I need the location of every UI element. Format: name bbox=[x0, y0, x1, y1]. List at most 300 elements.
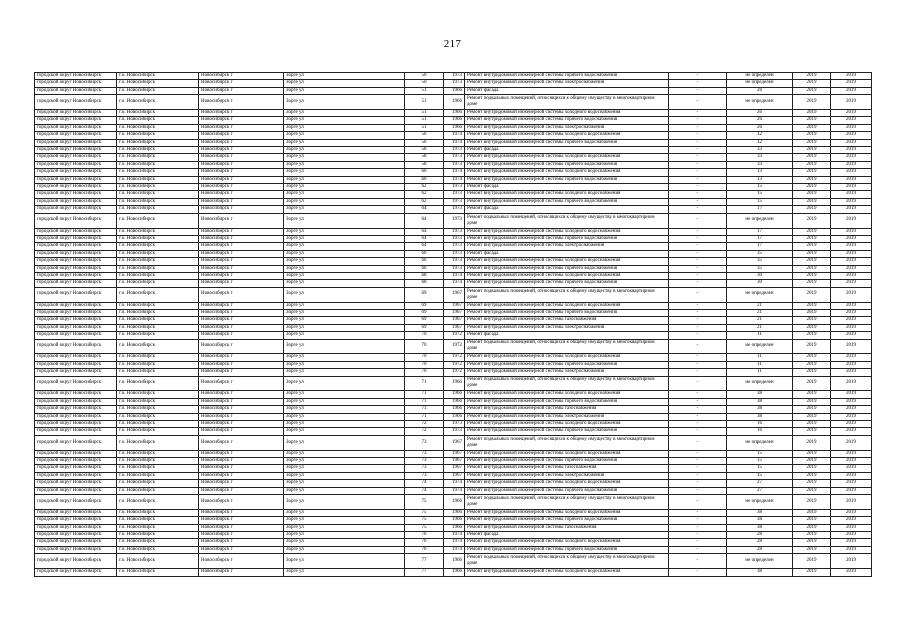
table-row bbox=[35, 309, 872, 316]
cell-work-volume: - bbox=[669, 198, 727, 205]
table-row bbox=[35, 524, 872, 531]
cell-municipality: городской округ Новосибирск bbox=[35, 280, 117, 287]
cell-municipality: городской округ Новосибирск bbox=[35, 258, 117, 265]
cell-house-number: 66 bbox=[405, 258, 444, 265]
cell-municipality: городской округ Новосибирск bbox=[35, 73, 117, 80]
cell-settlement: г.о. Новосибирск bbox=[117, 361, 199, 368]
cell-plan-start-year: 2019 bbox=[793, 465, 831, 472]
cell-street: Зорге ул bbox=[284, 206, 405, 213]
table-row bbox=[35, 117, 872, 124]
cell-city: Новосибирск г bbox=[199, 228, 284, 235]
cell-work-type: Ремонт внутридомовой инженерной системы горячего водоснабжения bbox=[465, 117, 669, 124]
cell-house-number: 51 bbox=[405, 124, 444, 131]
cell-work-volume: - bbox=[669, 487, 727, 494]
table-row bbox=[35, 302, 872, 309]
cell-house-number: 64 bbox=[405, 243, 444, 250]
cell-municipality: городской округ Новосибирск bbox=[35, 539, 117, 546]
cell-work-type: Ремонт внутридомовой инженерной системы газоснабжения bbox=[465, 317, 669, 324]
cell-work-type: Ремонт подвальных помещений, относящихся к общему имуществу в многоквартирном доме bbox=[465, 376, 669, 391]
cell-plan-start-year: 2019 bbox=[793, 154, 831, 161]
cell-plan-start-year: 2019 bbox=[793, 191, 831, 198]
cell-plan-start-year: 2019 bbox=[793, 324, 831, 331]
cell-plan-end-year: 2019 bbox=[831, 413, 872, 420]
cell-floors-count: не определен bbox=[727, 287, 793, 302]
cell-floors-count: 38 bbox=[727, 398, 793, 405]
cell-plan-start-year: 2019 bbox=[793, 117, 831, 124]
cell-municipality: городской округ Новосибирск bbox=[35, 191, 117, 198]
cell-street: Зорге ул bbox=[284, 480, 405, 487]
cell-work-volume: - bbox=[669, 169, 727, 176]
cell-city: Новосибирск г bbox=[199, 435, 284, 450]
cell-build-year: 1973 bbox=[444, 235, 465, 242]
cell-street: Зорге ул bbox=[284, 458, 405, 465]
cell-floors-count: 27 bbox=[727, 480, 793, 487]
cell-work-type: Ремонт внутридомовой инженерной системы газоснабжения bbox=[465, 406, 669, 413]
cell-municipality: городской округ Новосибирск bbox=[35, 176, 117, 183]
cell-settlement: г.о. Новосибирск bbox=[117, 169, 199, 176]
cell-settlement: г.о. Новосибирск bbox=[117, 413, 199, 420]
cell-city: Новосибирск г bbox=[199, 87, 284, 94]
cell-street: Зорге ул bbox=[284, 280, 405, 287]
cell-work-volume: - bbox=[669, 332, 727, 339]
cell-municipality: городской округ Новосибирск bbox=[35, 524, 117, 531]
cell-house-number: 62 bbox=[405, 184, 444, 191]
cell-settlement: г.о. Новосибирск bbox=[117, 554, 199, 569]
cell-work-type: Ремонт внутридомовой инженерной системы электроснабжения bbox=[465, 413, 669, 420]
cell-municipality: городской округ Новосибирск bbox=[35, 421, 117, 428]
cell-city: Новосибирск г bbox=[199, 487, 284, 494]
cell-city: Новосибирск г bbox=[199, 287, 284, 302]
cell-street: Зорге ул bbox=[284, 546, 405, 553]
cell-house-number: 51 bbox=[405, 95, 444, 110]
cell-city: Новосибирск г bbox=[199, 495, 284, 510]
cell-work-volume: - bbox=[669, 480, 727, 487]
cell-street: Зорге ул bbox=[284, 421, 405, 428]
cell-plan-start-year: 2019 bbox=[793, 110, 831, 117]
cell-house-number: 72 bbox=[405, 421, 444, 428]
cell-work-volume: - bbox=[669, 495, 727, 510]
cell-city: Новосибирск г bbox=[199, 280, 284, 287]
cell-work-type: Ремонт внутридомовой инженерной системы холодного водоснабжения bbox=[465, 421, 669, 428]
table-row bbox=[35, 191, 872, 198]
cell-settlement: г.о. Новосибирск bbox=[117, 95, 199, 110]
cell-work-volume: - bbox=[669, 524, 727, 531]
cell-settlement: г.о. Новосибирск bbox=[117, 324, 199, 331]
cell-plan-start-year: 2019 bbox=[793, 487, 831, 494]
cell-house-number: 69 bbox=[405, 302, 444, 309]
table-row bbox=[35, 458, 872, 465]
cell-house-number: 56 bbox=[405, 132, 444, 139]
cell-municipality: городской округ Новосибирск bbox=[35, 369, 117, 376]
cell-settlement: г.о. Новосибирск bbox=[117, 87, 199, 94]
table-row bbox=[35, 546, 872, 553]
cell-plan-start-year: 2019 bbox=[793, 532, 831, 539]
cell-plan-end-year: 2019 bbox=[831, 206, 872, 213]
cell-street: Зорге ул bbox=[284, 398, 405, 405]
cell-city: Новосибирск г bbox=[199, 472, 284, 479]
cell-work-volume: - bbox=[669, 250, 727, 257]
cell-plan-end-year: 2019 bbox=[831, 428, 872, 435]
cell-build-year: 1974 bbox=[444, 176, 465, 183]
cell-plan-end-year: 2019 bbox=[831, 517, 872, 524]
cell-build-year: 1967 bbox=[444, 435, 465, 450]
cell-plan-start-year: 2019 bbox=[793, 176, 831, 183]
cell-street: Зорге ул bbox=[284, 509, 405, 516]
cell-plan-end-year: 2019 bbox=[831, 272, 872, 279]
cell-work-type: Ремонт внутридомовой инженерной системы холодного водоснабжения bbox=[465, 539, 669, 546]
table-row bbox=[35, 398, 872, 405]
cell-municipality: городской округ Новосибирск bbox=[35, 435, 117, 450]
cell-settlement: г.о. Новосибирск bbox=[117, 309, 199, 316]
table-row bbox=[35, 132, 872, 139]
cell-municipality: городской округ Новосибирск bbox=[35, 480, 117, 487]
cell-floors-count: 16 bbox=[727, 428, 793, 435]
cell-build-year: 1973 bbox=[444, 421, 465, 428]
cell-street: Зорге ул bbox=[284, 354, 405, 361]
cell-plan-end-year: 2019 bbox=[831, 265, 872, 272]
cell-work-type: Ремонт внутридомовой инженерной системы холодного водоснабжения bbox=[465, 258, 669, 265]
page-number: 217 bbox=[443, 38, 462, 50]
cell-work-volume: - bbox=[669, 398, 727, 405]
cell-city: Новосибирск г bbox=[199, 376, 284, 391]
cell-build-year: 1966 bbox=[444, 391, 465, 398]
table-row bbox=[35, 80, 872, 87]
cell-plan-end-year: 2019 bbox=[831, 406, 872, 413]
cell-street: Зорге ул bbox=[284, 258, 405, 265]
cell-work-type: Ремонт внутридомовой инженерной системы горячего водоснабжения bbox=[465, 73, 669, 80]
cell-build-year: 1974 bbox=[444, 132, 465, 139]
cell-floors-count: 12 bbox=[727, 132, 793, 139]
table-row bbox=[35, 324, 872, 331]
cell-work-volume: - bbox=[669, 450, 727, 457]
cell-work-type: Ремонт внутридомовой инженерной системы газоснабжения bbox=[465, 465, 669, 472]
cell-floors-count: 15 bbox=[727, 191, 793, 198]
cell-floors-count: не определен bbox=[727, 80, 793, 87]
table-row bbox=[35, 361, 872, 368]
cell-floors-count: не определен bbox=[727, 95, 793, 110]
cell-plan-start-year: 2019 bbox=[793, 302, 831, 309]
cell-municipality: городской округ Новосибирск bbox=[35, 554, 117, 569]
cell-work-type: Ремонт фасада bbox=[465, 206, 669, 213]
table-row bbox=[35, 391, 872, 398]
table-row bbox=[35, 406, 872, 413]
cell-work-type: Ремонт фасада bbox=[465, 332, 669, 339]
cell-floors-count: 28 bbox=[727, 532, 793, 539]
cell-plan-end-year: 2019 bbox=[831, 421, 872, 428]
cell-floors-count: 38 bbox=[727, 413, 793, 420]
table-row bbox=[35, 539, 872, 546]
cell-municipality: городской округ Новосибирск bbox=[35, 332, 117, 339]
cell-floors-count: 38 bbox=[727, 406, 793, 413]
cell-settlement: г.о. Новосибирск bbox=[117, 354, 199, 361]
cell-build-year: 1966 bbox=[444, 110, 465, 117]
cell-municipality: городской округ Новосибирск bbox=[35, 361, 117, 368]
table-row bbox=[35, 287, 872, 302]
cell-plan-end-year: 2019 bbox=[831, 554, 872, 569]
table-row bbox=[35, 354, 872, 361]
cell-plan-start-year: 2019 bbox=[793, 87, 831, 94]
cell-municipality: городской округ Новосибирск bbox=[35, 110, 117, 117]
cell-municipality: городской округ Новосибирск bbox=[35, 80, 117, 87]
cell-settlement: г.о. Новосибирск bbox=[117, 280, 199, 287]
table-row bbox=[35, 421, 872, 428]
cell-plan-end-year: 2019 bbox=[831, 191, 872, 198]
cell-city: Новосибирск г bbox=[199, 509, 284, 516]
cell-house-number: 56 bbox=[405, 139, 444, 146]
cell-street: Зорге ул bbox=[284, 117, 405, 124]
cell-settlement: г.о. Новосибирск bbox=[117, 539, 199, 546]
cell-plan-end-year: 2019 bbox=[831, 435, 872, 450]
cell-work-type: Ремонт внутридомовой инженерной системы электроснабжения bbox=[465, 472, 669, 479]
cell-plan-end-year: 2019 bbox=[831, 472, 872, 479]
cell-municipality: городской округ Новосибирск bbox=[35, 169, 117, 176]
table-row bbox=[35, 243, 872, 250]
cell-plan-end-year: 2019 bbox=[831, 73, 872, 80]
cell-city: Новосибирск г bbox=[199, 391, 284, 398]
cell-municipality: городской округ Новосибирск bbox=[35, 250, 117, 257]
cell-municipality: городской округ Новосибирск bbox=[35, 509, 117, 516]
cell-plan-start-year: 2019 bbox=[793, 458, 831, 465]
cell-plan-end-year: 2019 bbox=[831, 250, 872, 257]
cell-build-year: 1966 bbox=[444, 413, 465, 420]
cell-street: Зорге ул bbox=[284, 132, 405, 139]
cell-municipality: городской округ Новосибирск bbox=[35, 487, 117, 494]
cell-build-year: 1967 bbox=[444, 472, 465, 479]
cell-settlement: г.о. Новосибирск bbox=[117, 398, 199, 405]
cell-floors-count: 21 bbox=[727, 324, 793, 331]
cell-work-volume: - bbox=[669, 124, 727, 131]
cell-city: Новосибирск г bbox=[199, 317, 284, 324]
cell-city: Новосибирск г bbox=[199, 139, 284, 146]
cell-city: Новосибирск г bbox=[199, 450, 284, 457]
cell-plan-end-year: 2019 bbox=[831, 87, 872, 94]
cell-municipality: городской округ Новосибирск bbox=[35, 495, 117, 510]
cell-build-year: 1973 bbox=[444, 250, 465, 257]
cell-municipality: городской округ Новосибирск bbox=[35, 354, 117, 361]
cell-work-volume: - bbox=[669, 569, 727, 576]
cell-floors-count: 38 bbox=[727, 569, 793, 576]
cell-house-number: 70 bbox=[405, 354, 444, 361]
cell-build-year: 1967 bbox=[444, 465, 465, 472]
cell-plan-start-year: 2019 bbox=[793, 132, 831, 139]
cell-work-volume: - bbox=[669, 458, 727, 465]
cell-city: Новосибирск г bbox=[199, 265, 284, 272]
cell-city: Новосибирск г bbox=[199, 191, 284, 198]
table-row bbox=[35, 139, 872, 146]
cell-street: Зорге ул bbox=[284, 428, 405, 435]
cell-settlement: г.о. Новосибирск bbox=[117, 332, 199, 339]
cell-work-volume: - bbox=[669, 258, 727, 265]
cell-plan-end-year: 2019 bbox=[831, 450, 872, 457]
cell-floors-count: 26 bbox=[727, 110, 793, 117]
cell-build-year: 1973 bbox=[444, 206, 465, 213]
cell-work-volume: - bbox=[669, 117, 727, 124]
cell-work-volume: - bbox=[669, 154, 727, 161]
cell-work-type: Ремонт внутридомовой инженерной системы холодного водоснабжения bbox=[465, 154, 669, 161]
cell-floors-count: 13 bbox=[727, 176, 793, 183]
cell-plan-start-year: 2019 bbox=[793, 421, 831, 428]
cell-work-volume: - bbox=[669, 73, 727, 80]
cell-settlement: г.о. Новосибирск bbox=[117, 569, 199, 576]
cell-build-year: 1974 bbox=[444, 280, 465, 287]
cell-work-volume: - bbox=[669, 324, 727, 331]
table-row bbox=[35, 73, 872, 80]
cell-municipality: городской округ Новосибирск bbox=[35, 243, 117, 250]
cell-settlement: г.о. Новосибирск bbox=[117, 524, 199, 531]
cell-work-type: Ремонт подвальных помещений, относящихся к общему имуществу в многоквартирном доме bbox=[465, 95, 669, 110]
table-row bbox=[35, 87, 872, 94]
cell-settlement: г.о. Новосибирск bbox=[117, 509, 199, 516]
cell-city: Новосибирск г bbox=[199, 546, 284, 553]
cell-street: Зорге ул bbox=[284, 176, 405, 183]
cell-street: Зорге ул bbox=[284, 450, 405, 457]
cell-plan-start-year: 2019 bbox=[793, 95, 831, 110]
cell-floors-count: не определен bbox=[727, 73, 793, 80]
cell-plan-start-year: 2019 bbox=[793, 406, 831, 413]
cell-plan-start-year: 2019 bbox=[793, 147, 831, 154]
cell-plan-start-year: 2019 bbox=[793, 480, 831, 487]
cell-street: Зорге ул bbox=[284, 191, 405, 198]
cell-floors-count: не определен bbox=[727, 213, 793, 228]
cell-work-type: Ремонт внутридомовой инженерной системы горячего водоснабжения bbox=[465, 487, 669, 494]
cell-house-number: 70 bbox=[405, 369, 444, 376]
cell-plan-end-year: 2019 bbox=[831, 95, 872, 110]
cell-plan-end-year: 2019 bbox=[831, 258, 872, 265]
cell-house-number: 64 bbox=[405, 213, 444, 228]
cell-street: Зорге ул bbox=[284, 228, 405, 235]
cell-work-volume: - bbox=[669, 287, 727, 302]
cell-work-volume: - bbox=[669, 176, 727, 183]
cell-build-year: 1973 bbox=[444, 428, 465, 435]
table-row bbox=[35, 169, 872, 176]
cell-municipality: городской округ Новосибирск bbox=[35, 272, 117, 279]
cell-city: Новосибирск г bbox=[199, 369, 284, 376]
cell-work-type: Ремонт внутридомовой инженерной системы холодного водоснабжения bbox=[465, 110, 669, 117]
cell-plan-end-year: 2019 bbox=[831, 369, 872, 376]
cell-city: Новосибирск г bbox=[199, 235, 284, 242]
cell-city: Новосибирск г bbox=[199, 95, 284, 110]
cell-plan-start-year: 2019 bbox=[793, 280, 831, 287]
cell-city: Новосибирск г bbox=[199, 206, 284, 213]
cell-house-number: 51 bbox=[405, 110, 444, 117]
cell-street: Зорге ул bbox=[284, 265, 405, 272]
cell-plan-end-year: 2019 bbox=[831, 376, 872, 391]
cell-settlement: г.о. Новосибирск bbox=[117, 376, 199, 391]
cell-plan-end-year: 2019 bbox=[831, 80, 872, 87]
cell-work-volume: - bbox=[669, 302, 727, 309]
cell-street: Зорге ул bbox=[284, 80, 405, 87]
cell-house-number: 69 bbox=[405, 324, 444, 331]
table-row bbox=[35, 147, 872, 154]
cell-plan-end-year: 2019 bbox=[831, 524, 872, 531]
cell-municipality: городской округ Новосибирск bbox=[35, 391, 117, 398]
cell-street: Зорге ул bbox=[284, 73, 405, 80]
cell-plan-start-year: 2019 bbox=[793, 376, 831, 391]
cell-city: Новосибирск г bbox=[199, 272, 284, 279]
cell-municipality: городской округ Новосибирск bbox=[35, 154, 117, 161]
table-body bbox=[35, 73, 872, 577]
cell-plan-start-year: 2019 bbox=[793, 265, 831, 272]
cell-settlement: г.о. Новосибирск bbox=[117, 206, 199, 213]
cell-build-year: 1967 bbox=[444, 317, 465, 324]
cell-house-number: 62 bbox=[405, 191, 444, 198]
cell-settlement: г.о. Новосибирск bbox=[117, 147, 199, 154]
cell-work-volume: - bbox=[669, 554, 727, 569]
cell-floors-count: 15 bbox=[727, 472, 793, 479]
cell-plan-end-year: 2019 bbox=[831, 495, 872, 510]
cell-work-volume: - bbox=[669, 361, 727, 368]
cell-settlement: г.о. Новосибирск bbox=[117, 243, 199, 250]
cell-floors-count: не определен bbox=[727, 376, 793, 391]
cell-house-number: 77 bbox=[405, 554, 444, 569]
cell-work-volume: - bbox=[669, 280, 727, 287]
cell-work-volume: - bbox=[669, 191, 727, 198]
cell-work-type: Ремонт внутридомовой инженерной системы холодного водоснабжения bbox=[465, 480, 669, 487]
cell-work-type: Ремонт внутридомовой инженерной системы горячего водоснабжения bbox=[465, 517, 669, 524]
table-row bbox=[35, 369, 872, 376]
cell-street: Зорге ул bbox=[284, 495, 405, 510]
cell-municipality: городской округ Новосибирск bbox=[35, 532, 117, 539]
cell-work-type: Ремонт подвальных помещений, относящихся к общему имуществу в многоквартирном доме bbox=[465, 435, 669, 450]
cell-settlement: г.о. Новосибирск bbox=[117, 302, 199, 309]
table-row bbox=[35, 495, 872, 510]
cell-street: Зорге ул bbox=[284, 243, 405, 250]
cell-work-volume: - bbox=[669, 472, 727, 479]
table-row bbox=[35, 376, 872, 391]
cell-settlement: г.о. Новосибирск bbox=[117, 272, 199, 279]
cell-plan-end-year: 2019 bbox=[831, 480, 872, 487]
cell-house-number: 64 bbox=[405, 235, 444, 242]
cell-work-volume: - bbox=[669, 272, 727, 279]
cell-floors-count: 38 bbox=[727, 391, 793, 398]
cell-house-number: 74 bbox=[405, 480, 444, 487]
cell-work-volume: - bbox=[669, 161, 727, 168]
cell-work-type: Ремонт внутридомовой инженерной системы горячего водоснабжения bbox=[465, 198, 669, 205]
table-row bbox=[35, 554, 872, 569]
cell-street: Зорге ул bbox=[284, 487, 405, 494]
cell-city: Новосибирск г bbox=[199, 554, 284, 569]
cell-municipality: городской округ Новосибирск bbox=[35, 546, 117, 553]
cell-build-year: 1966 bbox=[444, 95, 465, 110]
cell-plan-start-year: 2019 bbox=[793, 509, 831, 516]
cell-plan-start-year: 2019 bbox=[793, 124, 831, 131]
cell-municipality: городской округ Новосибирск bbox=[35, 139, 117, 146]
cell-plan-start-year: 2019 bbox=[793, 539, 831, 546]
cell-work-type: Ремонт фасада bbox=[465, 147, 669, 154]
cell-build-year: 1966 bbox=[444, 517, 465, 524]
cell-work-type: Ремонт фасада bbox=[465, 532, 669, 539]
cell-plan-start-year: 2019 bbox=[793, 73, 831, 80]
cell-work-volume: - bbox=[669, 147, 727, 154]
cell-floors-count: 28 bbox=[727, 539, 793, 546]
cell-settlement: г.о. Новосибирск bbox=[117, 117, 199, 124]
cell-house-number: 70 bbox=[405, 339, 444, 354]
cell-municipality: городской округ Новосибирск bbox=[35, 265, 117, 272]
cell-settlement: г.о. Новосибирск bbox=[117, 250, 199, 257]
cell-house-number: 77 bbox=[405, 569, 444, 576]
cell-house-number: 50 bbox=[405, 80, 444, 87]
cell-settlement: г.о. Новосибирск bbox=[117, 73, 199, 80]
cell-build-year: 1973 bbox=[444, 147, 465, 154]
table-row bbox=[35, 154, 872, 161]
cell-municipality: городской округ Новосибирск bbox=[35, 569, 117, 576]
cell-floors-count: 33 bbox=[727, 161, 793, 168]
cell-house-number: 60 bbox=[405, 176, 444, 183]
cell-build-year: 1974 bbox=[444, 546, 465, 553]
cell-floors-count: 21 bbox=[727, 317, 793, 324]
cell-settlement: г.о. Новосибирск bbox=[117, 339, 199, 354]
cell-street: Зорге ул bbox=[284, 435, 405, 450]
